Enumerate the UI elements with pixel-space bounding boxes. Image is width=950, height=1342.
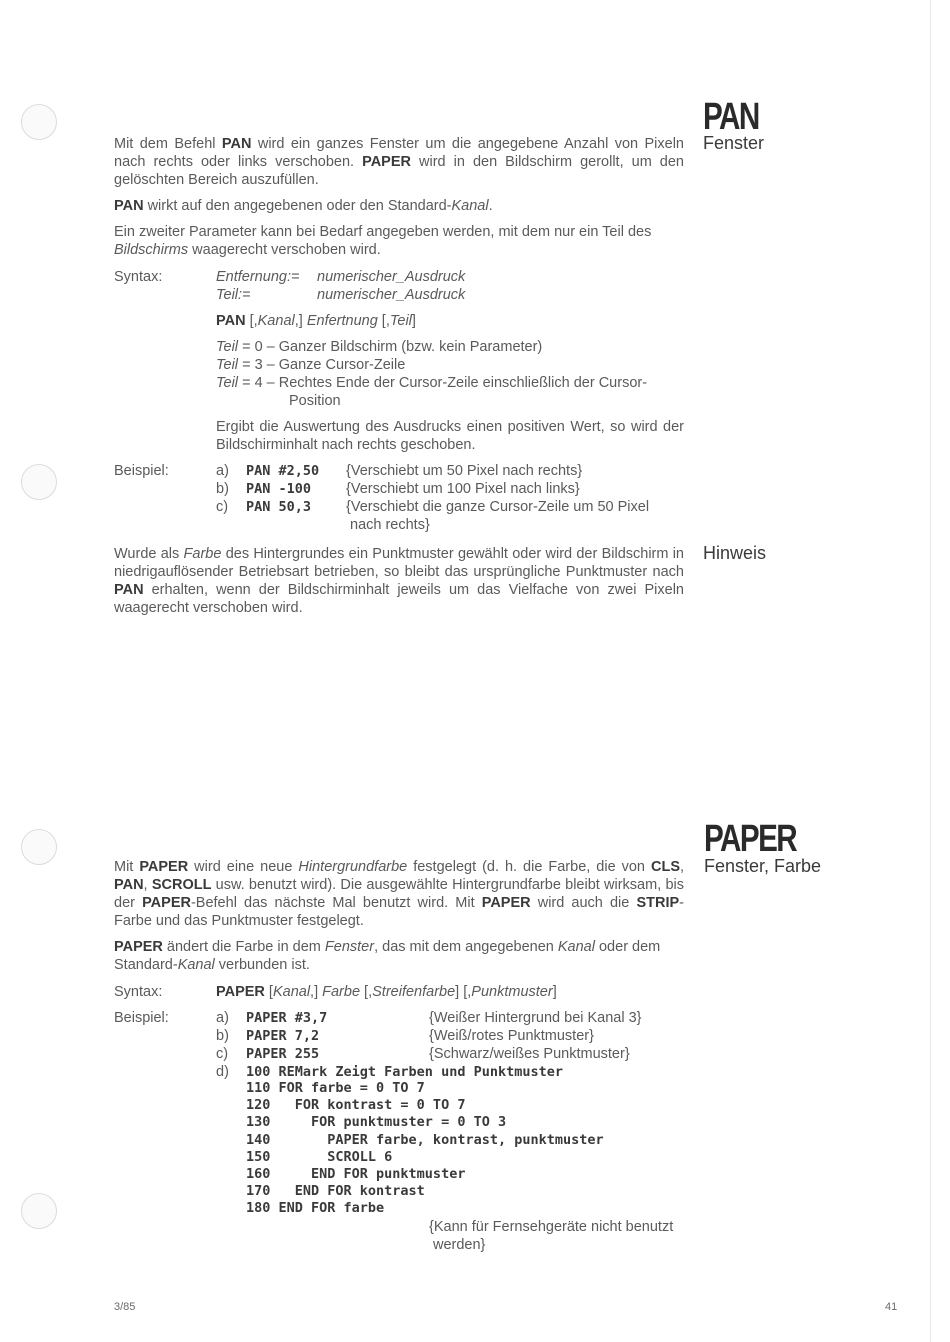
hinweis-label: Hinweis	[703, 543, 767, 563]
paper-heading: PAPER	[704, 818, 797, 860]
pan-syntax-label: Syntax:	[114, 269, 163, 285]
paper-paragraph-1: Mit PAPER wird eine neue Hintergrundfarbe festgelegt (d. h. die Farbe, die von CLS, PAN, SCROLL usw. benutzt wird). Die ausgewählte Hintergrundfarbe bleibt wirksam, bis der PAPER-Befehl das nächste Mal benutzt wird. Mit PAPER wird auch die STRIP-Farbe und das Punktmuster festgelegt.	[114, 859, 685, 929]
pan-heading: PAN	[703, 96, 759, 138]
program-line: 160 END FOR punktmuster	[246, 1166, 466, 1183]
example-code: PAPER 255	[246, 1046, 320, 1062]
paper-syntax-label: Syntax:	[114, 984, 163, 1000]
pan-syntax-line: PAN [,Kanal,] Enfertnung [,Teil]	[216, 313, 416, 329]
program-line: 180 END FOR farbe	[246, 1200, 385, 1217]
teil-option: Teil = 4 – Rechtes Ende der Cursor-Zeile einschließlich der Cursor-	[216, 375, 648, 391]
paper-subheading: Fenster, Farbe	[704, 856, 822, 876]
binder-hole-lower-middle	[21, 829, 57, 865]
example-letter: a)	[216, 1010, 229, 1026]
example-code: PAPER 7,2	[246, 1028, 320, 1044]
program-line: 150 SCROLL 6	[246, 1148, 393, 1165]
paper-syntax-line: PAPER [Kanal,] Farbe [,Streifenfarbe] [,Punktmuster]	[216, 984, 557, 1000]
syntax-def-value: numerischer_Ausdruck	[317, 287, 466, 303]
syntax-def-name: Teil:=	[216, 287, 251, 303]
program-line: 120 FOR kontrast = 0 TO 7	[246, 1097, 466, 1114]
example-comment: {Weiß/rotes Punktmuster}	[429, 1028, 594, 1044]
pan-paragraph-1: Mit dem Befehl PAN wird ein ganzes Fenster um die angegebene Anzahl von Pixeln nach rechts oder links verschoben. PAPER wird in den Bildschirm gerollt, um den gelöschten Bereich auszufüllen.	[114, 136, 685, 188]
page-number: 41	[885, 1301, 898, 1313]
example-code: PAN #2,50	[246, 463, 320, 479]
example-comment: {Verschiebt die ganze Cursor-Zeile um 50 Pixel	[346, 499, 650, 515]
page-edge-line	[930, 0, 931, 1342]
example-comment: {Verschiebt um 50 Pixel nach rechts}	[346, 463, 583, 479]
paper-example-label: Beispiel:	[114, 1010, 169, 1026]
example-letter: c)	[216, 499, 229, 515]
pan-paragraph-2: PAN wirkt auf den angegebenen oder den Standard-Kanal.	[114, 198, 493, 214]
example-letter: a)	[216, 463, 229, 479]
example-code: PAN 50,3	[246, 499, 312, 515]
binder-hole-upper-middle	[21, 464, 57, 500]
footer-date: 3/85	[114, 1301, 136, 1313]
binder-hole-top	[21, 104, 57, 140]
pan-note: Ergibt die Auswertung des Ausdrucks einen positiven Wert, so wird der Bildschirminhalt nach rechts geschoben.	[216, 419, 684, 453]
example-comment: {Schwarz/weißes Punktmuster}	[429, 1046, 630, 1062]
program-listing	[246, 1080, 604, 1218]
program-line: 140 PAPER farbe, kontrast, punktmuster	[246, 1131, 604, 1148]
example-code: PAN -100	[246, 481, 312, 497]
teil-option: Teil = 3 – Ganze Cursor-Zeile	[216, 357, 406, 373]
paper-paragraph-2: PAPER ändert die Farbe in dem Fenster, das mit dem angegebenen Kanal oder dem Standard-Kanal verbunden ist.	[114, 939, 661, 973]
example-code: PAPER #3,7	[246, 1010, 328, 1026]
program-line: 130 FOR punktmuster = 0 TO 3	[246, 1114, 507, 1131]
final-note: {Kann für Fernsehgeräte nicht benutzt	[429, 1219, 674, 1235]
program-line: 110 FOR farbe = 0 TO 7	[246, 1080, 425, 1096]
teil-option: Teil = 0 – Ganzer Bildschirm (bzw. kein Parameter)	[216, 339, 543, 355]
pan-subheading: Fenster	[703, 133, 765, 153]
example-comment: {Weißer Hintergrund bei Kanal 3}	[429, 1010, 642, 1026]
teil-option-continuation: Position	[289, 393, 341, 409]
example-letter: b)	[216, 1028, 229, 1044]
final-note-continuation: werden}	[433, 1237, 486, 1253]
example-code: 100 REMark Zeigt Farben und Punktmuster	[246, 1064, 563, 1080]
example-comment: {Verschiebt um 100 Pixel nach links}	[346, 481, 580, 497]
syntax-def-name: Entfernung:=	[216, 269, 300, 285]
pan-paragraph-3: Ein zweiter Parameter kann bei Bedarf angegeben werden, mit dem nur ein Teil des Bildschirms waagerecht verschoben wird.	[114, 224, 652, 258]
syntax-def-value: numerischer_Ausdruck	[317, 269, 466, 285]
example-letter: b)	[216, 481, 229, 497]
example-letter: c)	[216, 1046, 229, 1062]
program-line: 170 END FOR kontrast	[246, 1183, 425, 1200]
example-letter: d)	[216, 1064, 229, 1080]
pan-example-label: Beispiel:	[114, 463, 169, 479]
hinweis-paragraph: Wurde als Farbe des Hintergrundes ein Punktmuster gewählt oder wird der Bildschirm in niedrigauflösender Betriebsart betrieben, so bleibt das ursprüngliche Punktmuster nach PAN erhalten, wenn der Bildschirminhalt jeweils um das Vielfache von zwei Pixeln waagerecht verschoben wird.	[114, 546, 685, 616]
binder-hole-bottom	[21, 1193, 57, 1229]
example-comment-continuation: nach rechts}	[350, 517, 430, 533]
